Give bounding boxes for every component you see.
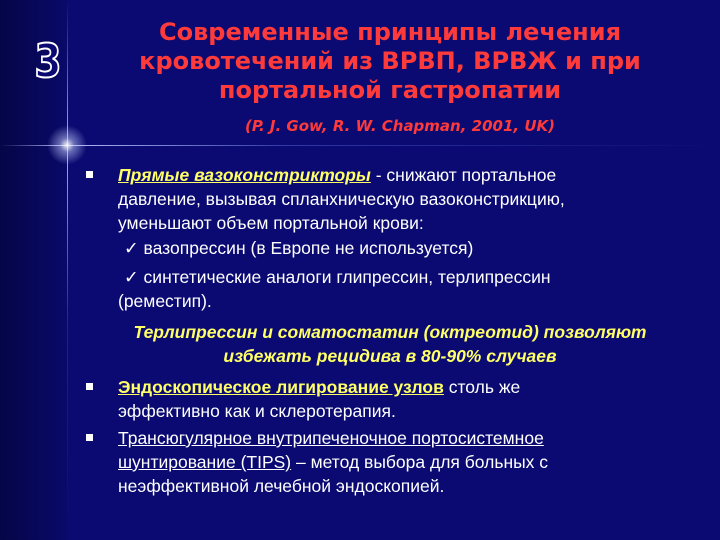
bullet2-label: Эндоскопическое лигирование узлов bbox=[118, 377, 444, 397]
bullet1-text: - снижают портальное bbox=[370, 165, 557, 185]
bullet3-line: Трансюгулярное внутрипеченочное портосистемное bbox=[118, 428, 544, 448]
conclusion-line: избежать рецидива в 80-90% случаев bbox=[223, 346, 557, 366]
bullet1-label: Прямые вазоконстрикторы bbox=[118, 165, 371, 185]
bullet1-line: давление, вызывая спланхническую вазоконстрикцию, bbox=[118, 189, 565, 209]
slide-number: 3 bbox=[34, 34, 62, 88]
square-bullet-icon bbox=[86, 434, 93, 441]
title-line: кровотечений из ВРВП, ВРВЖ и при bbox=[139, 47, 641, 75]
bullet2-line bbox=[118, 375, 520, 399]
title-line: портальной гастропатии bbox=[218, 76, 562, 104]
bullet3-text: – метод выбора для больных с bbox=[291, 452, 549, 472]
square-bullet-icon bbox=[86, 171, 93, 178]
square-bullet-icon bbox=[86, 383, 93, 390]
check-item-text: синтетические аналоги глипрессин, терлипрессин bbox=[143, 267, 551, 287]
bullet2-line: эффективно как и склеротерапия. bbox=[118, 401, 396, 421]
tips-term: шунтирование (TIPS) bbox=[118, 452, 292, 472]
bullet3-line: неэффективной лечебной эндоскопией. bbox=[118, 476, 445, 496]
check-item bbox=[124, 236, 473, 261]
bullet1-line bbox=[118, 163, 556, 187]
checkmark-icon: ✓ bbox=[124, 268, 139, 288]
citation: (P. J. Gow, R. W. Chapman, 2001, UK) bbox=[245, 117, 555, 135]
bullet1-line: уменьшают объем портальной крови: bbox=[118, 213, 424, 233]
title-line: Современные принципы лечения bbox=[159, 18, 621, 46]
checkmark-icon: ✓ bbox=[124, 239, 139, 259]
bullet1-line: (реместип). bbox=[118, 291, 212, 311]
bullet3-line bbox=[118, 450, 548, 474]
conclusion-line: Терлипрессин и соматостатин (октреотид) позволяют bbox=[133, 322, 647, 342]
check-item bbox=[124, 265, 551, 290]
bullet2-text: столь же bbox=[443, 377, 521, 397]
check-item-text: вазопрессин (в Европе не используется) bbox=[143, 238, 474, 258]
